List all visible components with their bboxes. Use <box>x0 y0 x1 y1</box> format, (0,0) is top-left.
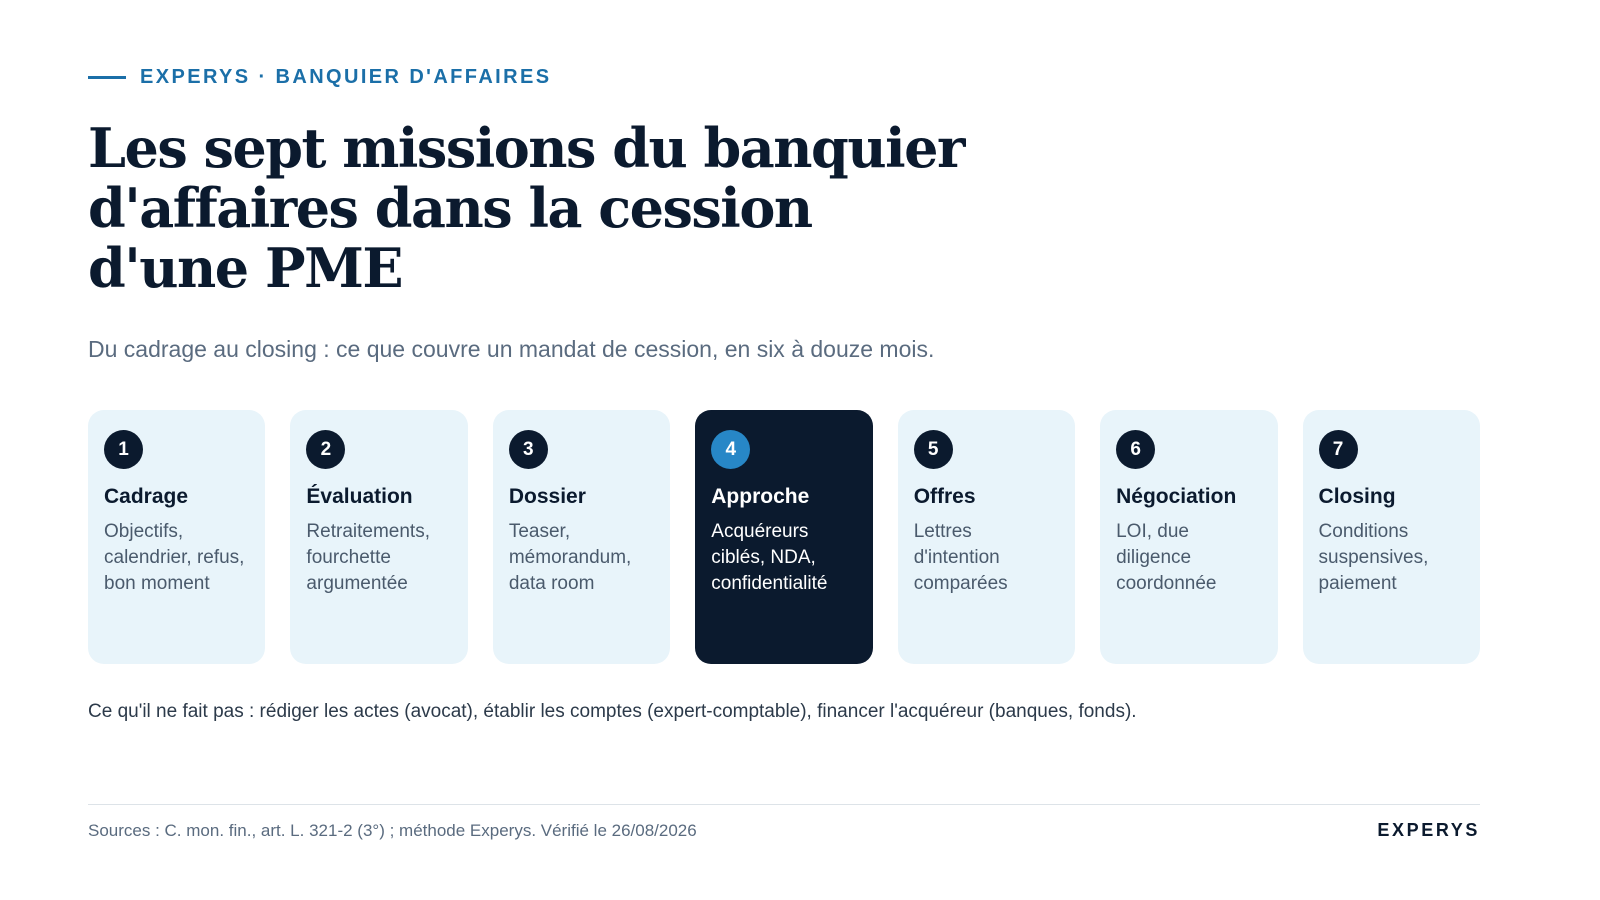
step-title: Approche <box>711 485 810 508</box>
step-title: Offres <box>913 485 976 508</box>
sources-text: Sources : C. mon. fin., art. L. 321-2 (3°) ; méthode Experys. Vérifié le 26/08/2026 <box>88 821 697 840</box>
footer-divider <box>88 804 1480 805</box>
step-card-4-highlighted <box>695 410 872 664</box>
step-title: Évaluation <box>306 485 413 508</box>
step-number-badge: 4 <box>711 430 750 469</box>
step-card-5 <box>898 410 1075 664</box>
step-title: Closing <box>1318 485 1396 508</box>
step-description: Objectifs, calendrier, refus, bon moment <box>104 521 245 594</box>
step-number-badge: 6 <box>1116 430 1155 469</box>
step-number-badge: 3 <box>509 430 548 469</box>
step-card-6 <box>1100 410 1277 664</box>
eyebrow-text: EXPERYS · BANQUIER D'AFFAIRES <box>140 66 552 88</box>
step-description: LOI, due diligence coordonnée <box>1116 521 1217 594</box>
step-number-badge: 2 <box>306 430 345 469</box>
step-card-3 <box>493 410 670 664</box>
page-subtitle: Du cadrage au closing : ce que couvre un mandat de cession, en six à douze mois. <box>88 336 935 362</box>
step-description: Acquéreurs ciblés, NDA, confidentialité <box>711 521 828 594</box>
step-title: Négociation <box>1116 485 1237 508</box>
step-description: Teaser, mémorandum, data room <box>508 521 632 594</box>
mission-steps <box>88 410 1480 664</box>
step-card-1 <box>88 410 265 664</box>
step-number-badge: 1 <box>104 430 143 469</box>
eyebrow <box>88 66 551 89</box>
step-description: Retraitements, fourchette argumentée <box>306 521 430 594</box>
step-number-badge: 7 <box>1319 430 1358 469</box>
step-title: Dossier <box>508 485 586 508</box>
exclusions-note: Ce qu'il ne fait pas : rédiger les actes (avocat), établir les comptes (expert-comptable), financer l'acquéreur (banques, fonds). <box>88 701 1137 722</box>
page-title: Les sept missions du banquier d'affaires dans la cession d'une PME <box>88 116 964 300</box>
step-card-2 <box>290 410 467 664</box>
eyebrow-rule <box>88 76 126 79</box>
step-description: Conditions suspensives, paiement <box>1318 521 1429 594</box>
step-title: Cadrage <box>104 485 189 508</box>
step-number-badge: 5 <box>914 430 953 469</box>
step-card-7 <box>1303 410 1480 664</box>
step-description: Lettres d'intention comparées <box>913 521 1008 594</box>
brand-logo: EXPERYS <box>1377 820 1480 840</box>
